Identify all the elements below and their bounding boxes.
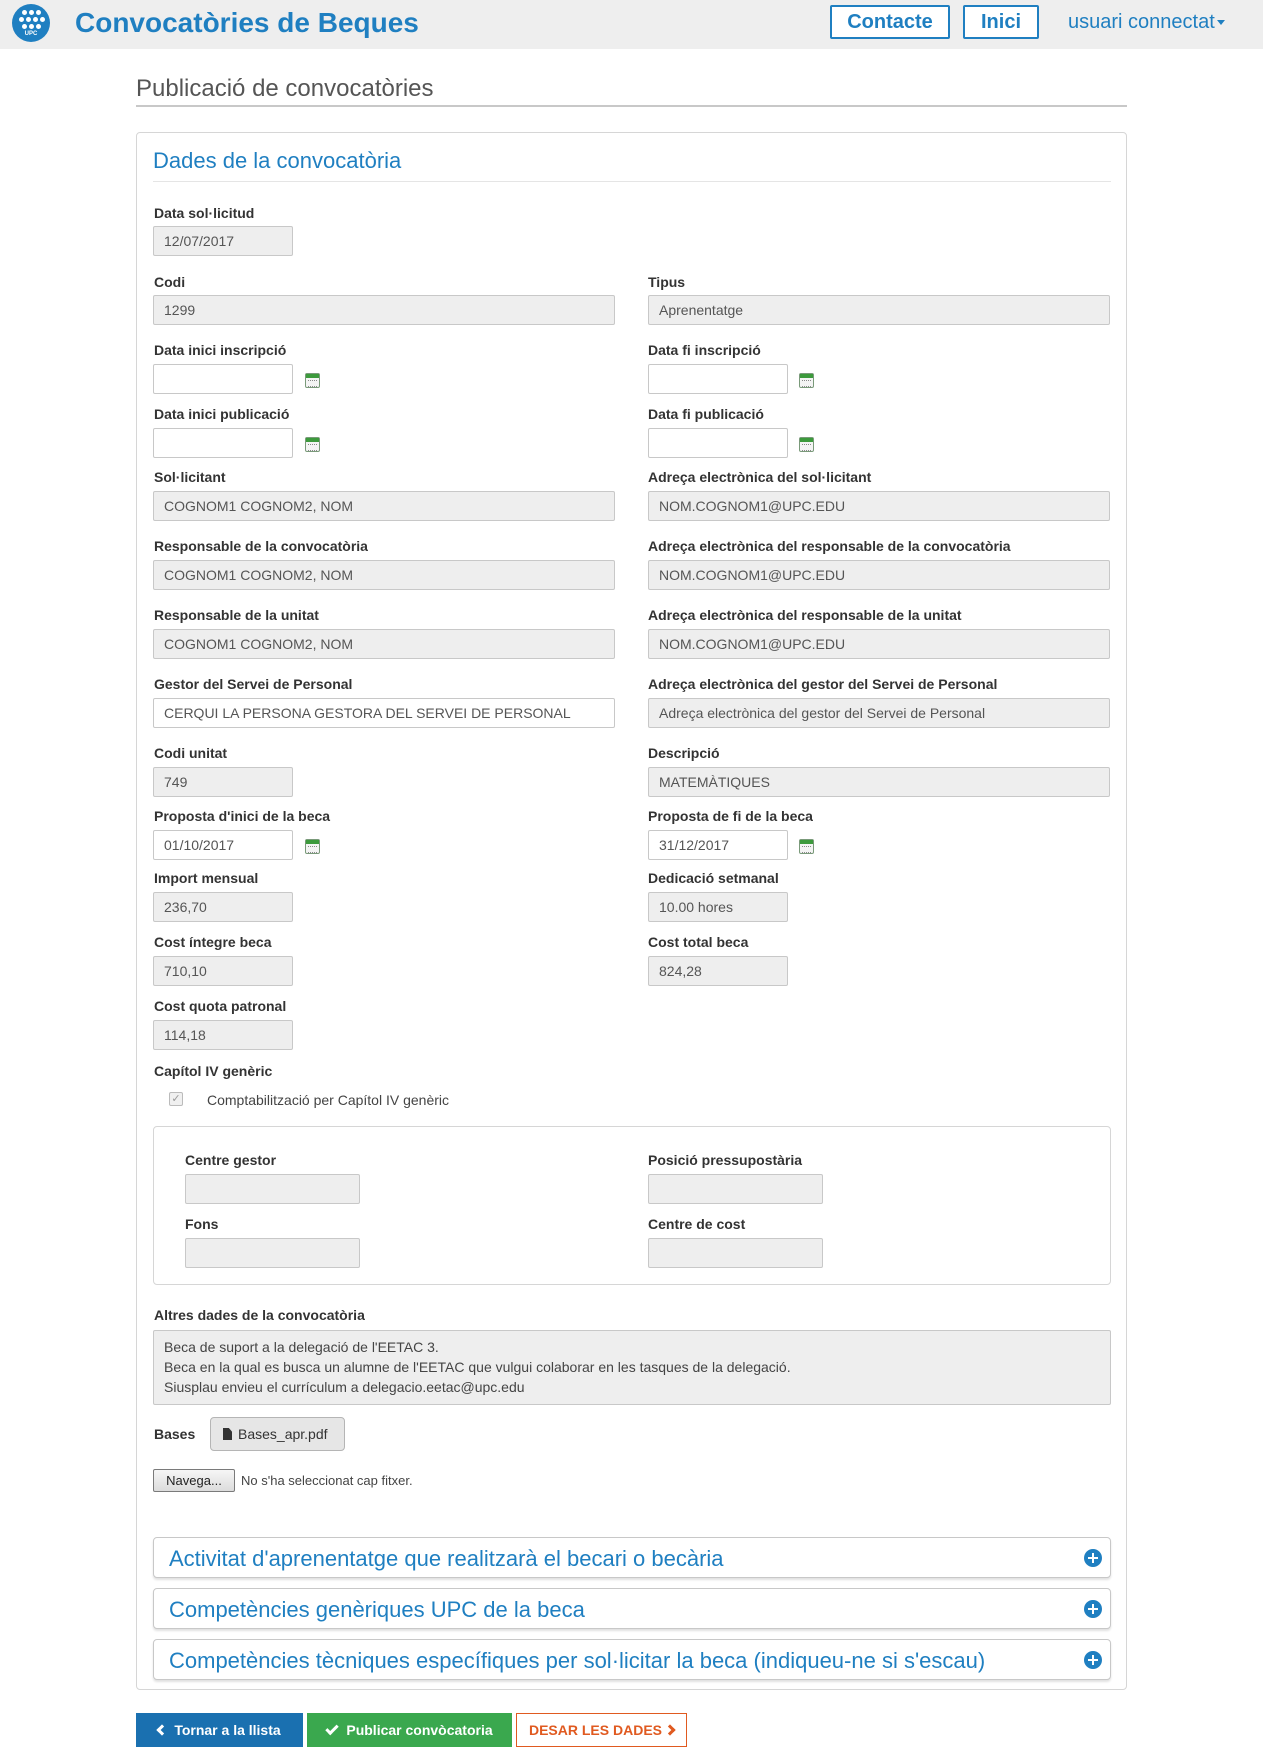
contact-button[interactable]: Contacte [830, 5, 950, 39]
accordion-label: Activitat d'aprenentatge que realitzarà el becari o becària [169, 1546, 724, 1571]
cost-total-field: 824,28 [648, 956, 788, 986]
email-sollicitant-field: NOM.COGNOM1@UPC.EDU [648, 491, 1110, 521]
data-fi-publicacio-label: Data fi publicació [648, 406, 764, 422]
bases-file-button[interactable] [210, 1417, 345, 1451]
calendar-icon[interactable] [799, 437, 814, 452]
panel-title: Dades de la convocatòria [153, 148, 402, 173]
sollicitant-label: Sol·licitant [154, 469, 226, 485]
email-gestor-servei-field: Adreça electrònica del gestor del Servei de Personal [648, 698, 1110, 728]
calendar-icon[interactable] [799, 839, 814, 854]
back-to-list-label: Tornar a la llista [174, 1722, 281, 1738]
email-sollicitant-label: Adreça electrònica del sol·licitant [648, 469, 872, 485]
altres-dades-label: Altres dades de la convocatòria [154, 1307, 365, 1323]
data-inici-publicacio-label: Data inici publicació [154, 406, 290, 422]
back-to-list-button[interactable] [136, 1713, 303, 1747]
codi-unitat-label: Codi unitat [154, 745, 228, 761]
accordion-competencies-tecniques[interactable] [153, 1639, 1111, 1680]
cost-integre-label: Cost íntegre beca [154, 934, 272, 950]
descripcio-label: Descripció [648, 745, 720, 761]
cost-quota-field: 114,18 [153, 1020, 293, 1050]
calendar-icon[interactable] [305, 839, 320, 854]
capitol-checkbox-label: Comptabilització per Capítol IV genèric [207, 1092, 450, 1108]
data-fi-inscripcio-input[interactable] [648, 364, 788, 394]
chevron-right-icon [664, 1724, 675, 1735]
publish-label: Publicar convòcatoria [346, 1722, 493, 1738]
codi-unitat-field: 749 [153, 767, 293, 797]
proposta-fi-input[interactable]: 31/12/2017 [648, 830, 788, 860]
user-menu[interactable] [1068, 9, 1225, 35]
accordion-label: Competències tècniques específiques per sol·licitar la beca (indiqueu-ne si s'escau) [169, 1648, 986, 1673]
email-responsable-unitat-label: Adreça electrònica del responsable de la unitat [648, 607, 962, 623]
convocatoria-panel [136, 132, 1127, 1690]
no-file-text: No s'ha seleccionat cap fitxer. [241, 1473, 413, 1488]
app-title[interactable]: Convocatòries de Beques [75, 7, 419, 38]
panel-divider [153, 181, 1111, 182]
dedicacio-setmanal-field: 10.00 hores [648, 892, 788, 922]
import-mensual-field: 236,70 [153, 892, 293, 922]
altres-line: Siusplau envieu el currículum a delegacio.eetac@upc.edu [164, 1379, 525, 1395]
posicio-pressupostaria-label: Posició pressupostària [648, 1152, 803, 1168]
responsable-convocatoria-label: Responsable de la convocatòria [154, 538, 368, 554]
altres-line: Beca de suport a la delegació de l'EETAC 3. [164, 1339, 439, 1355]
data-fi-publicacio-input[interactable] [648, 428, 788, 458]
plus-circle-icon[interactable] [1084, 1549, 1102, 1567]
logo-text: UPC [24, 31, 38, 37]
browse-file-button[interactable]: Navega... [153, 1469, 235, 1492]
codi-field: 1299 [153, 295, 615, 325]
codi-label: Codi [154, 274, 186, 290]
user-menu-label: usuari connectat [1068, 11, 1215, 33]
gestor-servei-label: Gestor del Servei de Personal [154, 676, 353, 692]
fons-label: Fons [185, 1216, 219, 1232]
data-fi-inscripcio-label: Data fi inscripció [648, 342, 761, 358]
import-mensual-label: Import mensual [154, 870, 259, 886]
capitol-checkbox[interactable]: ✓ [169, 1092, 183, 1106]
email-gestor-servei-label: Adreça electrònica del gestor del Servei de Personal [648, 676, 998, 692]
home-button[interactable]: Inici [963, 5, 1039, 39]
accordion-activitat[interactable] [153, 1537, 1111, 1578]
file-icon [223, 1428, 232, 1440]
gestor-servei-search-input[interactable]: CERQUI LA PERSONA GESTORA DEL SERVEI DE PERSONAL [153, 698, 615, 728]
altres-dades-textarea [153, 1330, 1111, 1405]
cost-integre-field: 710,10 [153, 956, 293, 986]
email-responsable-unitat-field: NOM.COGNOM1@UPC.EDU [648, 629, 1110, 659]
tipus-label: Tipus [648, 274, 686, 290]
pressupost-subpanel [153, 1126, 1111, 1285]
centre-gestor-label: Centre gestor [185, 1152, 277, 1168]
centre-cost-label: Centre de cost [648, 1216, 746, 1232]
sollicitant-field: COGNOM1 COGNOM2, NOM [153, 491, 615, 521]
plus-circle-icon[interactable] [1084, 1600, 1102, 1618]
publish-button[interactable] [307, 1713, 512, 1747]
calendar-icon[interactable] [305, 373, 320, 388]
calendar-icon[interactable] [799, 373, 814, 388]
bases-file-name: Bases_apr.pdf [238, 1426, 328, 1442]
bases-label: Bases [154, 1426, 196, 1442]
dedicacio-setmanal-label: Dedicació setmanal [648, 870, 779, 886]
altres-line: Beca en la qual es busca un alumne de l'EETAC que vulgui colaborar en les tasques de la delegació. [164, 1359, 791, 1375]
save-data-button[interactable] [516, 1713, 687, 1747]
upc-logo[interactable] [12, 4, 50, 42]
title-divider [136, 105, 1127, 107]
proposta-inici-label: Proposta d'inici de la beca [154, 808, 331, 824]
top-navbar [0, 0, 1263, 49]
proposta-inici-input[interactable]: 01/10/2017 [153, 830, 293, 860]
proposta-fi-label: Proposta de fi de la beca [648, 808, 813, 824]
centre-gestor-field [185, 1174, 360, 1204]
responsable-unitat-label: Responsable de la unitat [154, 607, 319, 623]
accordion-competencies-generiques[interactable] [153, 1588, 1111, 1629]
fons-field [185, 1238, 360, 1268]
calendar-icon[interactable] [305, 437, 320, 452]
centre-cost-field [648, 1238, 823, 1268]
data-inici-publicacio-input[interactable] [153, 428, 293, 458]
save-data-label: DESAR LES DADES [528, 1722, 663, 1738]
cost-total-label: Cost total beca [648, 934, 749, 950]
email-responsable-convocatoria-field: NOM.COGNOM1@UPC.EDU [648, 560, 1110, 590]
data-inici-inscripcio-input[interactable] [153, 364, 293, 394]
responsable-unitat-field: COGNOM1 COGNOM2, NOM [153, 629, 615, 659]
email-responsable-convocatoria-label: Adreça electrònica del responsable de la convocatòria [648, 538, 1011, 554]
plus-circle-icon[interactable] [1084, 1651, 1102, 1669]
cost-quota-label: Cost quota patronal [154, 998, 287, 1014]
posicio-pressupostaria-field [648, 1174, 823, 1204]
check-icon [326, 1722, 339, 1735]
page-title: Publicació de convocatòries [136, 75, 434, 102]
descripcio-field: MATEMÀTIQUES [648, 767, 1110, 797]
chevron-left-icon [157, 1724, 168, 1735]
tipus-field: Aprenentatge [648, 295, 1110, 325]
data-sollicitud-label: Data sol·licitud [154, 205, 255, 221]
data-inici-inscripcio-label: Data inici inscripció [154, 342, 287, 358]
accordion-label: Competències genèriques UPC de la beca [169, 1597, 585, 1622]
capitol-label: Capítol IV genèric [154, 1063, 273, 1079]
data-sollicitud-field: 12/07/2017 [153, 226, 293, 256]
caret-down-icon [1217, 20, 1225, 25]
responsable-convocatoria-field: COGNOM1 COGNOM2, NOM [153, 560, 615, 590]
